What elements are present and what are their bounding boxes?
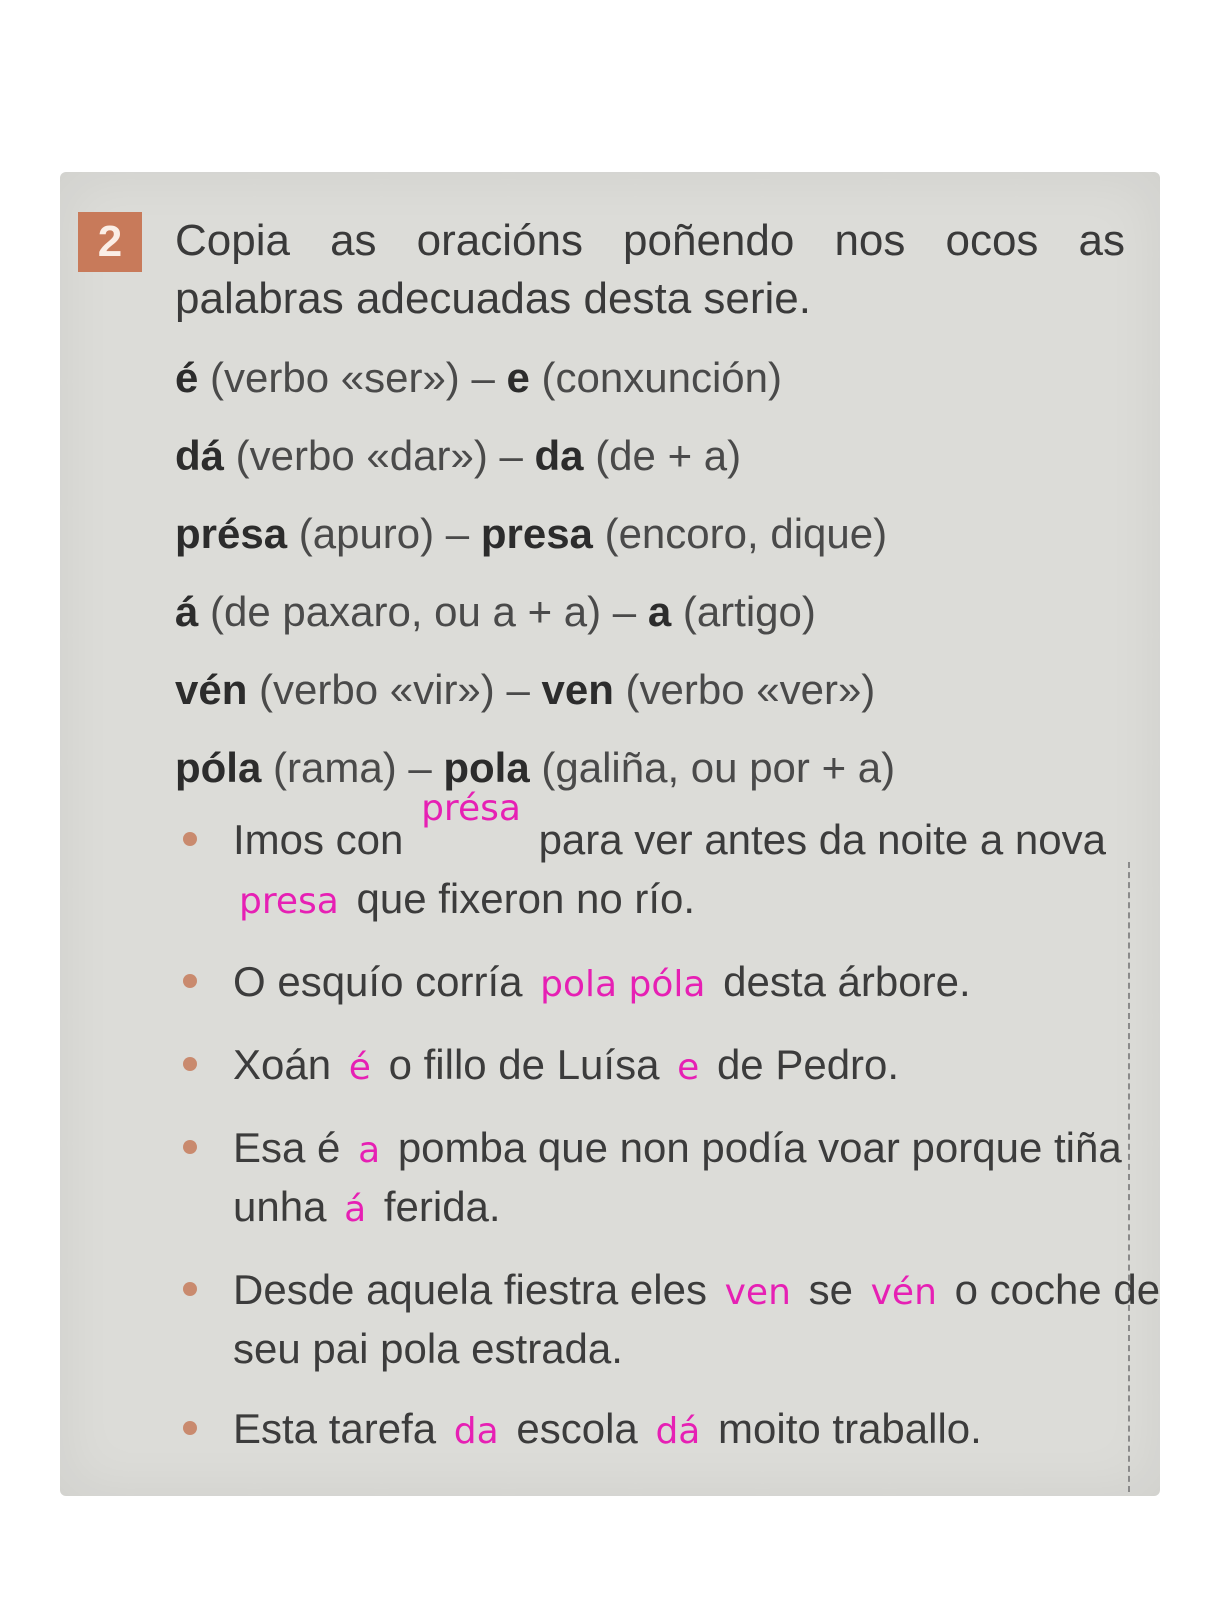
pair-word: póla [175, 744, 262, 791]
pair-word: da [534, 432, 584, 479]
pair-desc: (verbo «ver») [613, 666, 876, 713]
sentence-text: Imos con [233, 816, 404, 863]
handwritten-answer: vén [870, 1272, 937, 1313]
handwritten-answer: e [677, 1047, 700, 1088]
bullet-dot-icon [183, 1421, 197, 1435]
bullet-dot-icon [183, 1282, 197, 1296]
sentence-item [175, 1262, 1160, 1377]
pair-desc: (de + a) [583, 432, 742, 479]
bullet-dot-icon [183, 1140, 197, 1154]
bullet-dot-icon [183, 974, 197, 988]
bullet-dot-icon [183, 1057, 197, 1071]
sentence-text: desta árbore. [723, 958, 971, 1005]
handwritten-answer: ven [724, 1272, 791, 1313]
pair-word: dá [175, 432, 225, 479]
sentence-text: Desde aquela fiestra eles [233, 1266, 719, 1313]
pair-word: presa [480, 510, 593, 557]
word-pair [175, 350, 1135, 428]
pair-word: présa [175, 510, 288, 557]
handwritten-answer: é [348, 1047, 371, 1088]
sentences-list [175, 788, 1160, 1484]
textbook-page [60, 172, 1160, 1496]
pair-desc: (verbo «dar») – [224, 432, 535, 479]
handwritten-answer: pola póla [540, 964, 706, 1005]
pair-word: á [175, 588, 199, 635]
pair-word: e [506, 354, 530, 401]
pair-desc: (de paxaro, ou a + a) – [198, 588, 648, 635]
pair-desc: (verbo «vir») – [247, 666, 542, 713]
word-pair [175, 662, 1135, 740]
sentence-text: para ver antes da noite a nova [538, 816, 1106, 863]
sentence-text: se [808, 1266, 865, 1313]
handwritten-answer: dá [655, 1411, 701, 1452]
sentence-item [175, 788, 1160, 930]
sentence-text: Esa é [233, 1124, 353, 1171]
sentence-text: Xoán [233, 1041, 343, 1088]
sentence-text: de Pedro. [716, 1041, 900, 1088]
sentence-text: pomba que non podía voar porque tiña unha [233, 1124, 1122, 1230]
sentence-item [175, 954, 1160, 1013]
exercise-instruction: Copia as oracións poñendo nos ocos as palabras adecuadas desta serie. [175, 216, 1125, 323]
sentence-text: o fillo de Luísa [388, 1041, 672, 1088]
pair-desc: (artigo) [671, 588, 816, 635]
word-pair [175, 506, 1135, 584]
pair-word: a [647, 588, 672, 635]
word-pair [175, 740, 1135, 818]
word-pair [175, 584, 1135, 662]
sentence-item [175, 1037, 1160, 1096]
sentence-text: O esquío corría [233, 958, 535, 1005]
exercise-number-badge: 2 [78, 212, 142, 272]
pair-desc: (apuro) – [287, 510, 481, 557]
sentence-text: ferida. [383, 1183, 501, 1230]
pair-desc: (galiña, ou por + a) [529, 744, 896, 791]
word-pairs-list [175, 350, 1135, 818]
pair-word: pola [443, 744, 530, 791]
pair-word: vén [175, 666, 248, 713]
handwritten-answer: a [358, 1130, 381, 1171]
sentence-text: escola [516, 1405, 650, 1452]
handwritten-answer: á [344, 1189, 367, 1230]
sentence-item [175, 1120, 1160, 1238]
pair-desc: (conxunción) [529, 354, 782, 401]
pair-desc: (encoro, dique) [592, 510, 888, 557]
bullet-dot-icon [183, 832, 197, 846]
sentence-text: o coche de seu pai pola estrada. [233, 1266, 1160, 1372]
pair-desc: (verbo «ser») – [198, 354, 507, 401]
pair-word: ven [541, 666, 614, 713]
sentence-text: Esta tarefa [233, 1405, 448, 1452]
pair-desc: (rama) – [261, 744, 444, 791]
word-pair [175, 428, 1135, 506]
handwritten-answer: présa [421, 788, 521, 829]
pair-word: é [175, 354, 199, 401]
sentence-item [175, 1401, 1160, 1460]
sentence-text: que fixeron no río. [356, 875, 696, 922]
sentence-text: moito traballo. [718, 1405, 982, 1452]
handwritten-answer: da [453, 1411, 499, 1452]
handwritten-answer: presa [239, 881, 339, 922]
